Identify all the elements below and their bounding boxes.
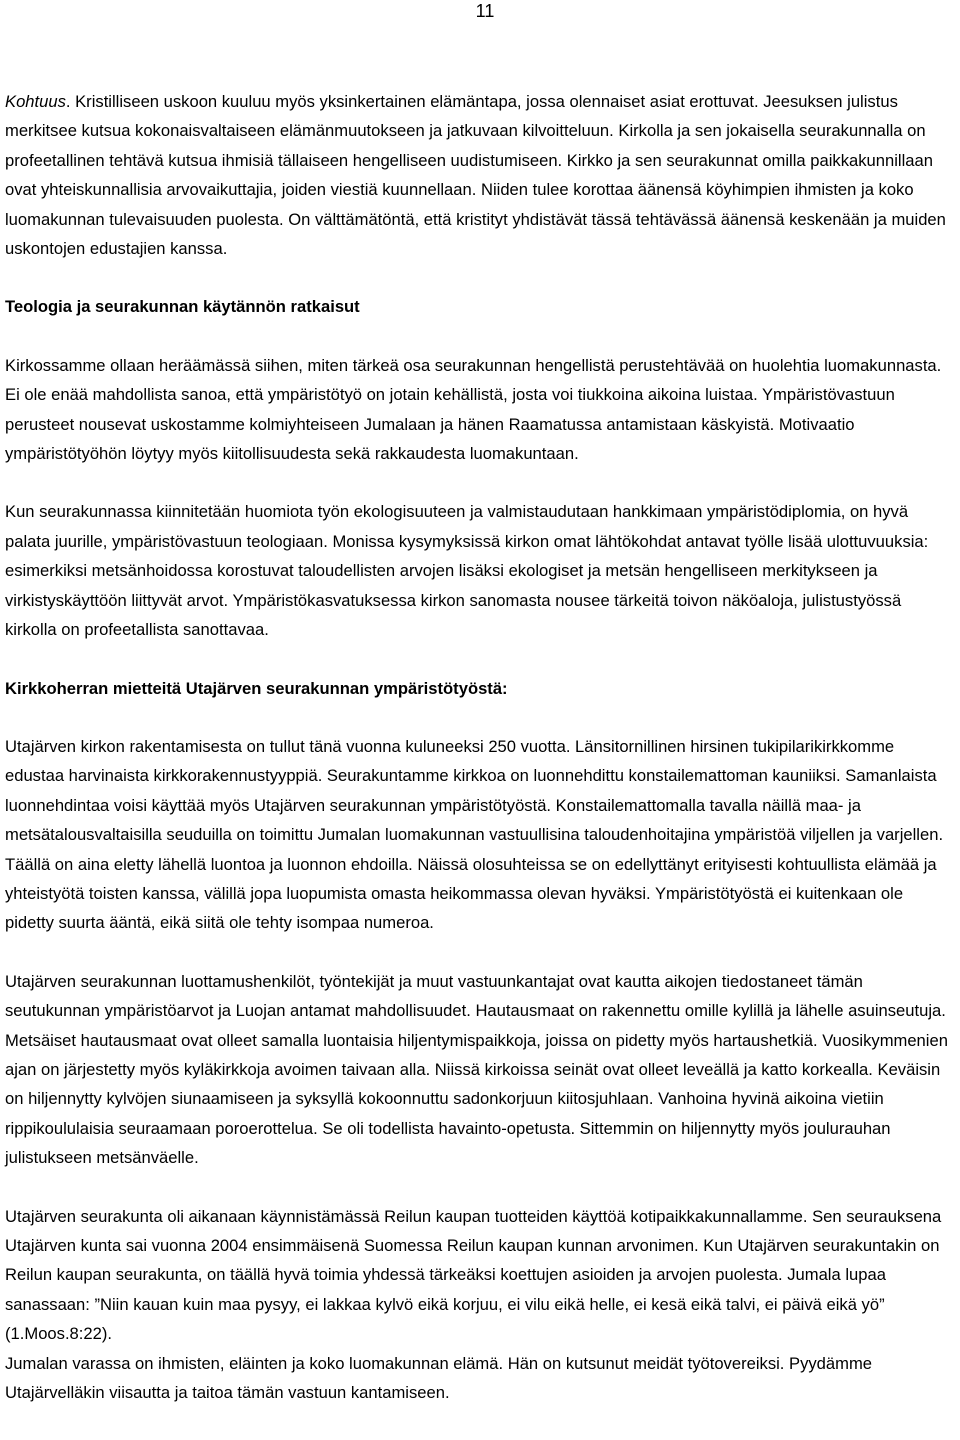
paragraph-vicar-4: Jumalan varassa on ihmisten, eläinten ja koko luomakunnan elämä. Hän on kutsunut meidät työtovereiksi. Pyydämme Utajärvelläkin viisautta ja taitoa tämän vastuun kantamiseen.: [5, 1353, 873, 1403]
section-heading-theology: Teologia ja seurakunnan käytännön ratkaisut: [5, 297, 360, 317]
spacer: [5, 468, 953, 497]
spacer: [5, 1173, 953, 1202]
paragraph-vicar-3: Utajärven seurakunta oli aikanaan käynnistämässä Reilun kaupan tuotteiden käyttöä kotipaikkakunnallamme. Sen seurauksena Utajärven kunta sai vuonna 2004 ensimmäisenä Suomessa Reilun kaupan kunnan arvonimen. Kun Utajärven seurakuntakin on Reilun kaupan seurakunta, on täällä hyvä toimia yhdessä tärkeäksi koettujen asioiden ja arvojen puolesta. Jumala lupaa sanassaan: ”Niin kauan kuin maa pysyy, ei lakkaa kylvö eikä korjuu, ei vilu eikä helle, ei kesä eikä talvi, ei päivä eikä yö” (1.Moos.8:22).: [5, 1206, 942, 1344]
spacer: [5, 322, 953, 351]
paragraph-theology-2: Kun seurakunnassa kiinnitetään huomiota työn ekologisuuteen ja valmistaudutaan hankkimaan ympäristödiplomia, on hyvä palata juurille, ympäristövastuun teologiaan. Monissa kysymyksissä kirkon omat lähtökohdat antavat työlle lisää ulottuvuuksia: esimerkiksi metsänhoidossa korostuvat taloudellisten arvojen lisäksi ekologiset ja metsän hengelliseen merkitykseen ja virkistyskäyttöön liittyvät arvot. Ympäristökasvatuksessa kirkon sanomasta nousee tärkeitä toivon näköaloja, julistustyössä kirkolla on profeetallista sanottavaa.: [5, 502, 929, 640]
paragraph-vicar-2: Utajärven seurakunnan luottamushenkilöt, työntekijät ja muut vastuunkantajat ovat kautta aikojen tiedostaneet tämän seutukunnan ympäristöarvot ja Luojan antamat mahdollisuudet. Hautausmaat on rakennettu omille kylillä ja lähelle asuinseutuja. Metsäiset hautausmaat ovat olleet samalla luontaisia hiljentymispaikkoja, joissa on pidetty myös hartaushetkiä. Vuosikymmenien ajan on järjestetty myös kyläkirkkoja avoimen taivaan alla. Niissä kirkoissa seinät ovat olleet leveällä ja katto korkealla. Keväisin on hiljennytty kylvöjen siunaamiseen ja syksyllä kokoonnuttu sadonkorjuun kiitosjuhlaan. Vanhoina hyvinä aikoina vietiin rippikoululaisia seuraamaan poroerottelua. Se oli todellista havainto-opetusta. Sittemmin on hiljennytty myös joulurauhan julistukseen metsänväelle.: [5, 971, 948, 1168]
page-number: 11: [475, 1, 495, 21]
section-heading-vicar: Kirkkoherran mietteitä Utajärven seurakunnan ympäristötyöstä:: [5, 678, 508, 698]
spacer: [5, 263, 953, 292]
intro-lead-term: Kohtuus: [5, 92, 66, 111]
paragraph-theology-1: Kirkossamme ollaan heräämässä siihen, miten tärkeä osa seurakunnan hengellistä perustehtävää on huolehtia luomakunnasta. Ei ole enää mahdollista sanoa, että ympäristötyö on jotain kehällistä, josta voi tiukkoina aikoina luistaa. Ympäristövastuun perusteet nousevat uskostamme kolmiyhteiseen Jumalaan ja hänen Raamatussa antamistaan käskyistä. Motivaatio ympäristötyöhön löytyy myös kiitollisuudesta sekä rakkaudesta luomakuntaan.: [5, 355, 942, 464]
spacer: [5, 703, 953, 732]
spacer: [5, 938, 953, 967]
intro-text: . Kristilliseen uskoon kuuluu myös yksinkertainen elämäntapa, jossa olennaiset asiat erottuvat. Jeesuksen julistus merkitsee kutsua kokonaisvaltaiseen elämänmuutokseen ja jatkuvaan kilvoitteluun. Kirkolla ja sen jokaisella seurakunnalla on profeetallinen tehtävä kutsua ihmisiä tällaiseen hengelliseen uudistumiseen. Kirkko ja sen seurakunnat omilla paikkakunnillaan ovat yhteiskunnallisia arvovaikuttajia, joiden viestiä kuunnellaan. Niiden tulee korottaa äänensä köyhimpien ihmisten ja koko luomakunnan tulevaisuuden puolesta. On välttämätöntä, että kristityt yhdistävät tässä tehtävässä äänensä keskenään ja muiden uskontojen edustajien kanssa.: [5, 92, 946, 259]
page-content: [5, 87, 953, 1407]
spacer: [5, 645, 953, 674]
intro-paragraph: [5, 87, 953, 263]
paragraph-vicar-1: Utajärven kirkon rakentamisesta on tullut tänä vuonna kuluneeksi 250 vuotta. Länsitornillinen hirsinen tukipilarikirkkomme edustaa harvinaista kirkkorakennustyyppiä. Seurakuntamme kirkkoa on luonnehdittu konstailemattoman kauniiksi. Samanlaista luonnehdintaa voisi käyttää myös Utajärven seurakunnan ympäristötyöstä. Konstailemattomalla tavalla näillä maa- ja metsätalousvaltaisilla seuduilla on toimittu Jumalan luomakunnan vastuullisina taloudenhoitajina ympäristöä viljellen ja varjellen. Täällä on aina eletty lähellä luontoa ja luonnon ehdoilla. Näissä olosuhteissa se on edellyttänyt erityisesti kohtuullista elämää ja yhteistyötä toisten kanssa, välillä jopa luopumista omasta heikommassa olevan hyväksi. Ympäristötyöstä ei kuitenkaan ole pidetty suurta ääntä, eikä siitä ole tehty isompaa numeroa.: [5, 736, 944, 933]
